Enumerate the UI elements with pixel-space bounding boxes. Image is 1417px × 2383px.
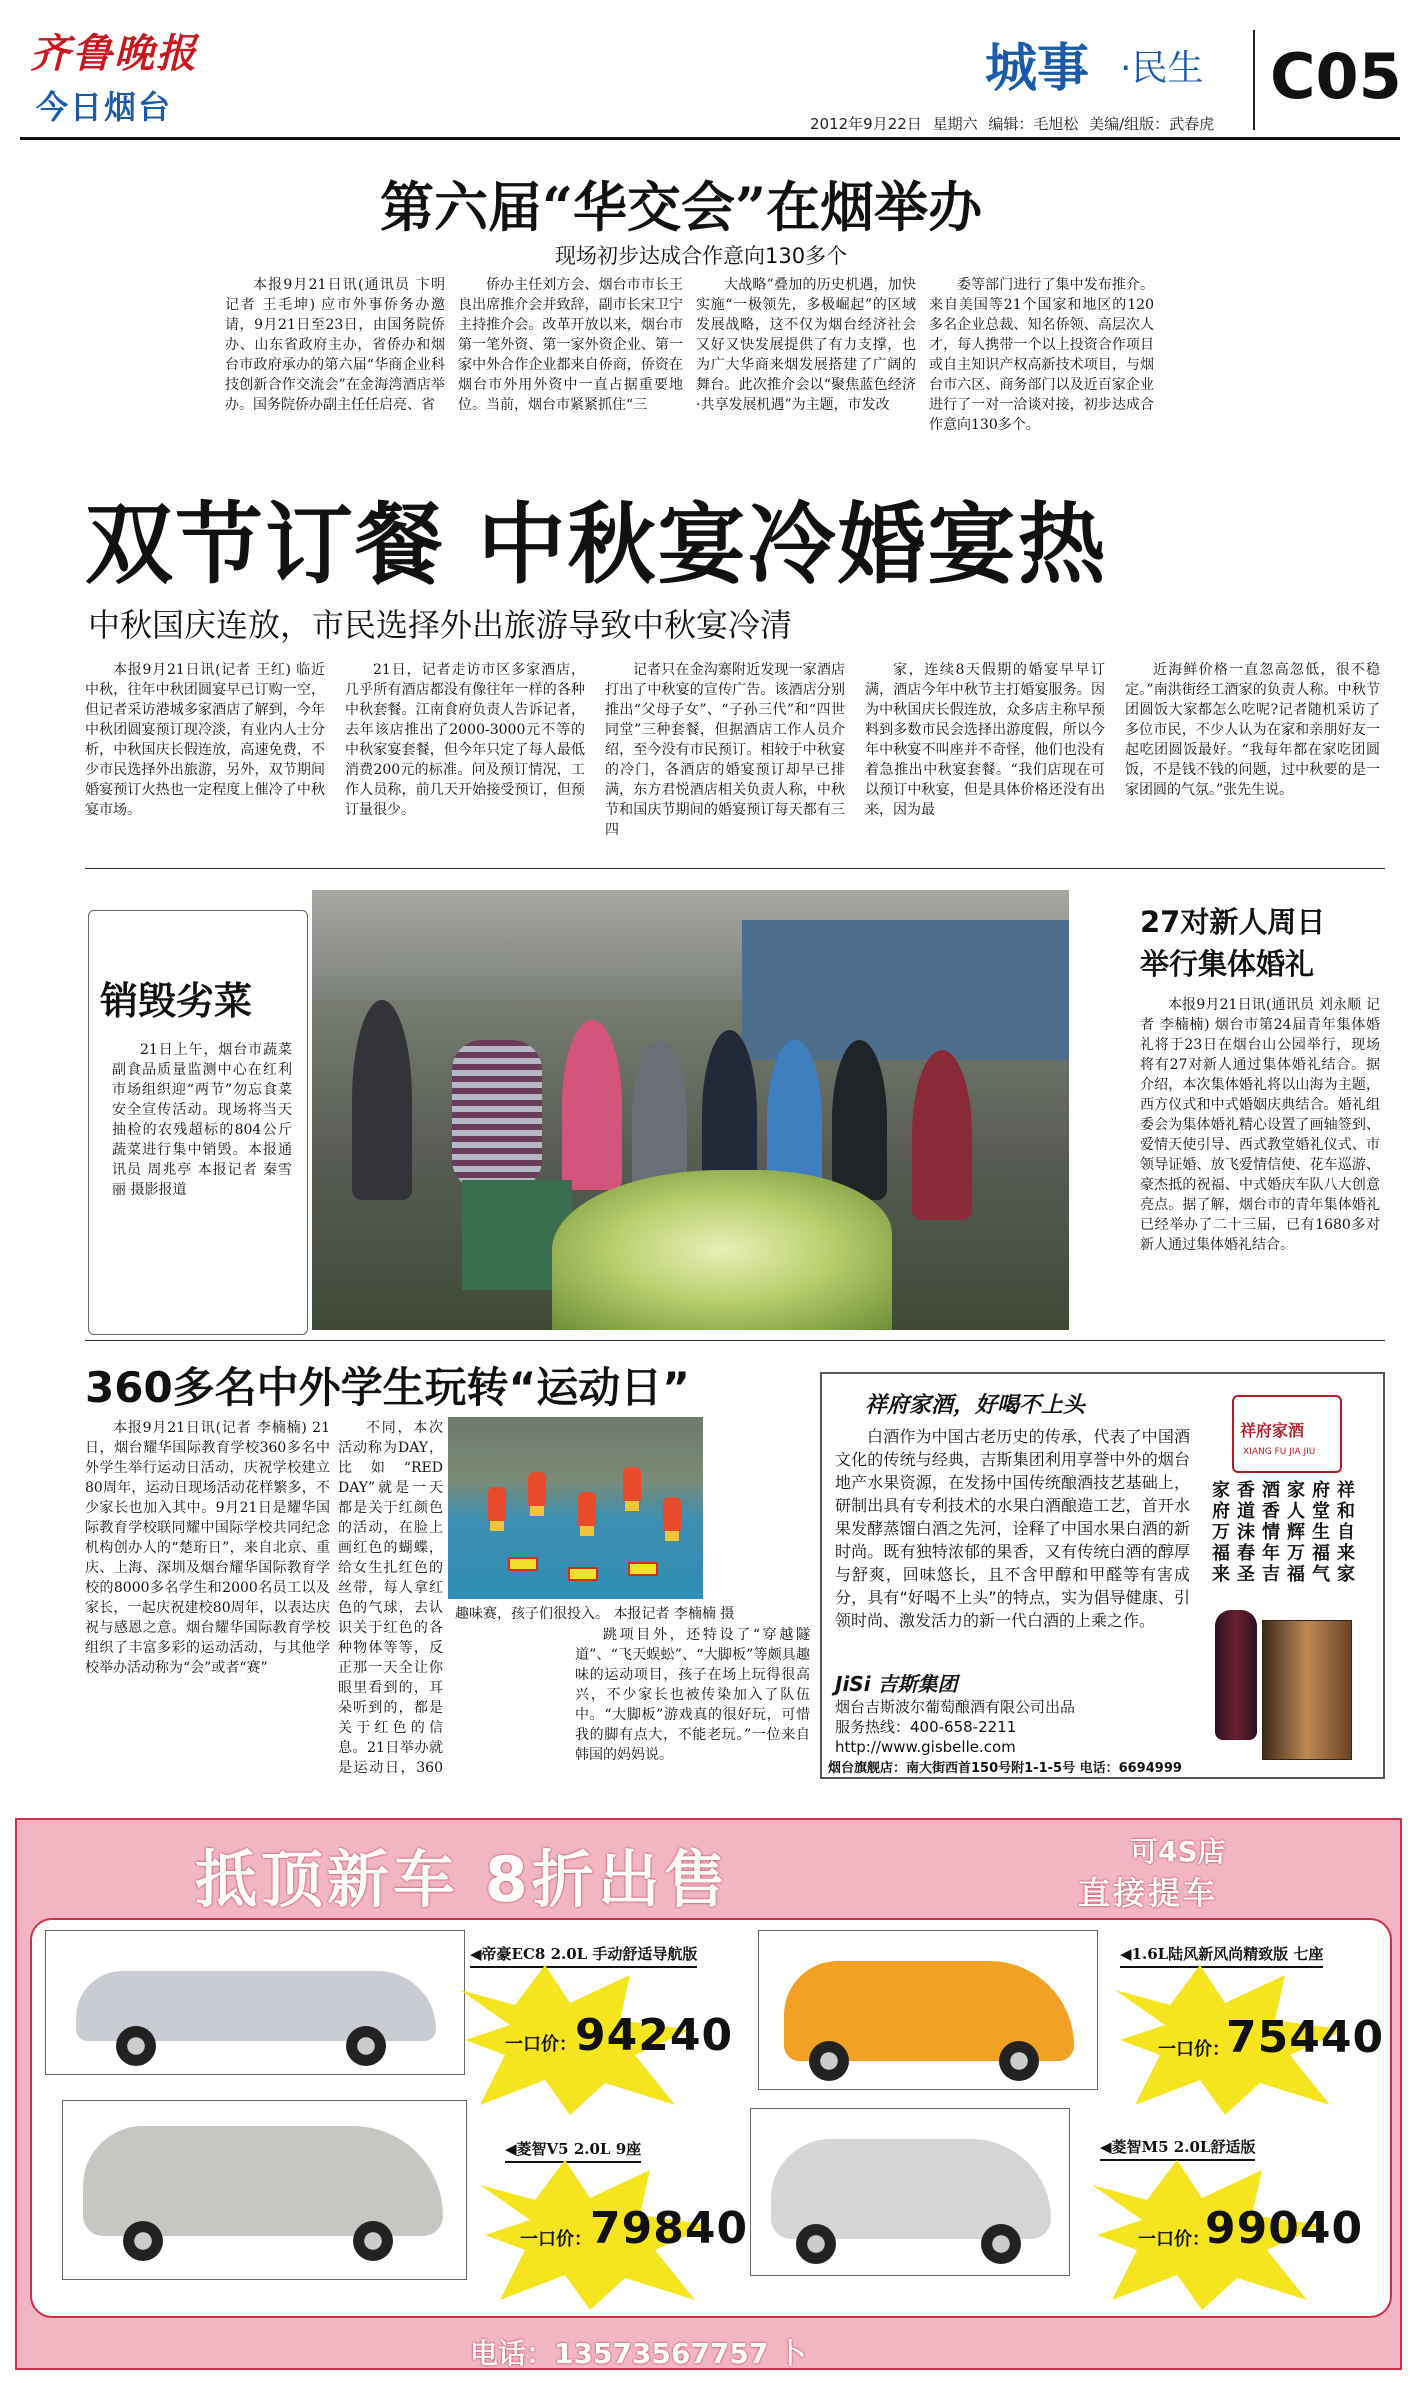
story1-column: 本报9月21日讯(通讯员 卞明 记者 王毛坤) 应市外事侨务办邀请，9月21日至23日，由国务院侨办、山东省政府主办，省侨办和烟台市政府承办的第六届“华商企业科技创新合作交流会”在金海湾酒店举办。国务院侨办副主任任启亮、省 [225,277,445,413]
car-wheel [353,2221,393,2261]
section-subtitle: ·民生 [1120,48,1204,89]
liquor-poem-column: 酒香情年吉 [1262,1480,1280,1585]
news-photo-vegetables [312,890,1069,1330]
company-hotline: 服务热线：400-658-2211 [835,1718,1017,1736]
story2-column: 本报9月21日讯(记者 王红) 临近中秋，往年中秋团圆宴早已订购一空，但记者采访港城多家酒店了解到，今年中秋团圆宴预订现冷淡，有业内人士分析，中秋国庆长假连放，高速免费，不少市民选择外出旅游，另外，双节期间婚宴预订火热也一定程度上催冷了中秋宴市场。 [85,662,325,818]
liquor-poem-column: 祥和自来家 [1337,1480,1355,1585]
car-wheel [796,2224,836,2264]
story1-column: 侨办主任刘方会、烟台市市长王良出席推介会并致辞，副市长宋卫宁主持推介会。改革开放以来，烟台市第一笔外资、第一家外资企业、第一家中外合作企业都来自侨商，侨资在烟台市外用外资中一直占据重要地位。当前，烟台市紧紧抓住“三 [458,277,683,413]
story3-title: 销毁劣菜 [100,979,253,1023]
header-rule [20,137,1400,140]
photo-hurdle [628,1562,658,1576]
liquor-bottle-image [1215,1610,1257,1740]
story2-headline: 双节订餐 中秋宴冷婚宴热 [85,493,1108,596]
car-image [750,2108,1070,2276]
photo-child [578,1492,596,1526]
photo-child [528,1472,546,1506]
section-rule [85,1340,1385,1341]
story4-headline-line2: 举行集体婚礼 [1140,947,1315,981]
section-rule [85,868,1385,869]
edition-name: 今日烟台 [36,88,173,126]
story3-caption: 21日上午，烟台市蔬菜副食品质量监测中心在红利市场组织迎“两节”勿忘食菜安全宣传活动。现场将当天抽检的农残超标的804公斤蔬菜进行集中销毁。本报通讯员 周兆亭 本报记者 秦雪丽 摄影报道 [112,1042,292,1198]
car-wheel [116,2026,156,2066]
story5-column: 不同，本次活动称为DAY，比如“RED DAY”就是一天都是关于红颜色的活动，在脸上画红色的蝴蝶，给女生扎红色的丝带，每人拿红色的气球，去认识关于红色的各种物体等等，反正那一天全让你眼里看到的，耳朵听到的，都是关于红色的信息。21日举办就是运动日，360 [338,1420,443,1776]
page-header [0,0,1417,140]
car-model-label: ◀菱智V5 2.0L 9座 [505,2138,641,2163]
story2-column: 家，连续8天假期的婚宴早早订满，酒店今年中秋节主打婚宴服务。因为中秋国庆长假连放，众多店主称早预料到多数市民会选择出游度假，所以今年中秋宴不叫座并不奇怪，他们也没有着急推出中秋宴套餐。“我们店现在可以预订中秋宴，但是具体价格还没有出来，因为最 [865,662,1105,818]
page-number: C05 [1270,40,1402,113]
story5-headline: 360多名中外学生玩转“运动日” [85,1363,690,1412]
story2-subhead: 中秋国庆连放，市民选择外出旅游导致中秋宴冷清 [88,606,793,644]
photo-vegetables [552,1170,892,1330]
car-image [45,1930,465,2075]
company-website: http://www.gisbelle.com [835,1738,1016,1756]
section-title: 城事 [985,39,1090,99]
car-wheel [123,2221,163,2261]
story5-column-continued [338,1625,568,1780]
header-divider [1253,30,1255,130]
story2-column: 21日，记者走访市区多家酒店，几乎所有酒店都没有像往年一样的各种中秋套餐。江南食府负责人告诉记者，去年该店推出了2000-3000元不等的中秋家宴套餐，但今年只定了每人最低消费200元的标准。问及预订情况，工作人员称，前几天开始接受预订，但预订量很少。 [345,662,585,818]
story1-subhead: 现场初步达成合作意向130多个 [555,244,848,268]
liquor-poem-column: 家人辉万福 [1287,1480,1305,1585]
story1-column: 委等部门进行了集中发布推介。来自美国等21个国家和地区的120多名企业总裁、知名侨领、高层次人才，每人携带一个以上投资合作项目或自主知识产权高新技术项目，与烟台市六区、商务部门以及近百家企业进行了一对一洽谈对接，初步达成合作意向130多个。 [929,277,1154,433]
car-body [83,2126,443,2236]
sports-photo-caption: 趣味赛，孩子们很投入。 本报记者 李楠楠 摄 [455,1606,735,1622]
company-info [835,1697,1075,1757]
car-wheel [999,2041,1039,2081]
car-ad-store-line1: 可4S店 [1130,1835,1226,1868]
story5-column: 跳项目外，还特设了“穿越隧道”、“飞天蜈蚣”、“大脚板”等颇具趣味的运动项目，孩子在场上玩得很高兴，不少家长也被传染加入了队伍中。“大脚板”游戏真的很好玩，可惜我的脚有点大，不能老玩。”一位来自韩国的妈妈说。 [575,1627,810,1763]
car-model-label: ◀帝豪EC8 2.0L 手动舒适导航版 [470,1943,697,1968]
car-price: 94240 [575,2010,734,2061]
story2-column: 记者只在金沟寨附近发现一家酒店打出了中秋宴的宣传广告。该酒店分别推出“父母子女”、“子孙三代”和“四世同堂”三种套餐，但据酒店工作人员介绍，至今没有市民预订。相较于中秋宴的冷门，各酒店的婚宴预订却早已排满，东方君悦酒店相关负责人称，中秋节和国庆节期间的婚宴预订每天都有三四 [605,662,845,838]
photo-person [832,1040,887,1200]
photo-child [488,1487,506,1521]
photo-worker [452,1040,542,1190]
liquor-brand-name: 祥府家酒 [1240,1421,1305,1440]
car-model-label: ◀1.6L陆风新风尚精致版 七座 [1120,1943,1323,1968]
liquor-ad-slogan: 祥府家酒，好喝不上头 [865,1392,1086,1418]
story1-column: 大战略”叠加的历史机遇，加快实施“一极领先，多极崛起”的区域发展战略，这不仅为烟台经济社会又好又快发展提供了有力支撑，也为广大华商来烟发展搭建了广阔的舞台。此次推介会以“聚焦蓝色经济·共享发展机遇”为主题，市发改 [696,277,916,413]
car-price: 79840 [590,2203,749,2254]
car-wheel [346,2026,386,2066]
price-label: 一口价： [505,2034,577,2055]
car-ad-title: 抵顶新车 8折出售 [195,1843,730,1916]
photo-person [352,1000,412,1200]
car-model-label: ◀菱智M5 2.0L舒适版 [1100,2136,1255,2161]
photo-stall [742,920,1069,1060]
photo-hurdle [568,1567,598,1581]
car-ad-store-line2: 直接提车 [1078,1874,1219,1912]
news-photo-sports-day [448,1417,703,1599]
newspaper-logo: 齐鲁晚报 [30,30,198,77]
liquor-poem-column: 家府万福来 [1212,1480,1230,1585]
price-label: 一口价： [520,2229,592,2250]
company-name: 烟台吉斯波尔葡萄酿酒有限公司出品 [835,1698,1076,1716]
liquor-ad-body: 白酒作为中国古老历史的传承，代表了中国酒文化的传统与经典，吉斯集团利用享誉中外的烟台地产水果资源，在发扬中国传统酿酒技艺基础上，研制出具有专利技术的水果白酒酿造工艺，首开水果发酵蒸馏白酒之先河，诠释了中国水果白酒的新时尚。既有独特浓郁的果香，又有传统白酒的醇厚与舒爽，回味悠长，且不含甲醇和甲醛等有害成分，具有“好喝不上头”的特点，实为倡导健康、引领时尚、激发活力的新一代白酒的上乘之作。 [835,1427,1190,1630]
price-label: 一口价： [1158,2039,1230,2060]
story5-column: 本报9月21日讯(记者 李楠楠) 21日，烟台耀华国际教育学校360多名中外学生举行运动日活动，庆祝学校建立80周年，运动日现场活动花样繁多，不少家长也加入其中。9月21日是耀华国际教育学校联同耀中国际学校共同纪念机构创办人的“楚珩日”，来自北京、重庆、上海、深圳及烟台耀华国际教育学校的8000多名学生和2000名员工以及家长，一起庆祝建校80周年，以表达庆祝与感恩之意。烟台耀华国际教育学校组织了丰富多彩的运动活动，与其他学校举办活动称为“会”或者“赛” [85,1420,330,1676]
liquor-box-image [1262,1620,1352,1760]
flagship-store-info: 烟台旗舰店：南大街西首150号附1-1-5号 电话：6694999 [828,1761,1182,1776]
car-price: 99040 [1205,2203,1364,2254]
car-image [62,2100,467,2280]
car-ad-phone: 电话：13573567757 卜 [470,2337,807,2370]
story4-headline-line1: 27对新人周日 [1140,905,1326,939]
issue-meta: 2012年9月22日 星期六 编辑：毛旭松 美编/组版：武春虎 [810,115,1215,133]
photo-person [912,1050,972,1220]
story1-headline: 第六届“华交会”在烟举办 [380,175,983,239]
company-logo: JiSi 吉斯集团 [835,1672,958,1696]
liquor-poem-column: 香道沫春圣 [1237,1480,1255,1585]
story4-body: 本报9月21日讯(通讯员 刘永顺 记者 李楠楠) 烟台市第24届青年集体婚礼将于23日在烟台山公园举行，现场将有27对新人通过集体婚礼结合。据介绍，本次集体婚礼将以山海为主题，西方仪式和中式婚姻庆典结合。婚礼组委会为集体婚礼精心设置了画轴签到、爱情天使引导、西式教堂婚礼仪式、市领导证婚、放飞爱情信使、花车巡游、豪杰抵的祝福、中式婚庆车队八大创意亮点。据了解，烟台市的青年集体婚礼已经举办了二十三届，已有1680多对新人通过集体婚礼结合。 [1140,997,1380,1253]
photo-person [562,1020,622,1190]
photo-child [623,1467,641,1501]
photo-hurdle [508,1557,538,1571]
story2-column: 近海鲜价格一直忽高忽低，很不稳定。”南洪街经工酒家的负责人称。中秋节团圆饭大家都怎么吃呢?记者随机采访了多位市民，不少人认为在家和亲朋好友一起吃团圆饭最好。“我每年都在家吃团圆饭，不是钱不钱的问题，过中秋要的是一家团圆的气氛。”张先生说。 [1125,662,1380,798]
liquor-brand-en: XIANG FU JIA JIU [1243,1447,1316,1457]
liquor-poem-column: 府堂生福气 [1312,1480,1330,1585]
car-price: 75440 [1226,2012,1385,2063]
car-wheel [809,2041,849,2081]
photo-child [663,1497,681,1531]
car-image [758,1930,1098,2090]
car-wheel [981,2224,1021,2264]
price-label: 一口价： [1138,2229,1210,2250]
